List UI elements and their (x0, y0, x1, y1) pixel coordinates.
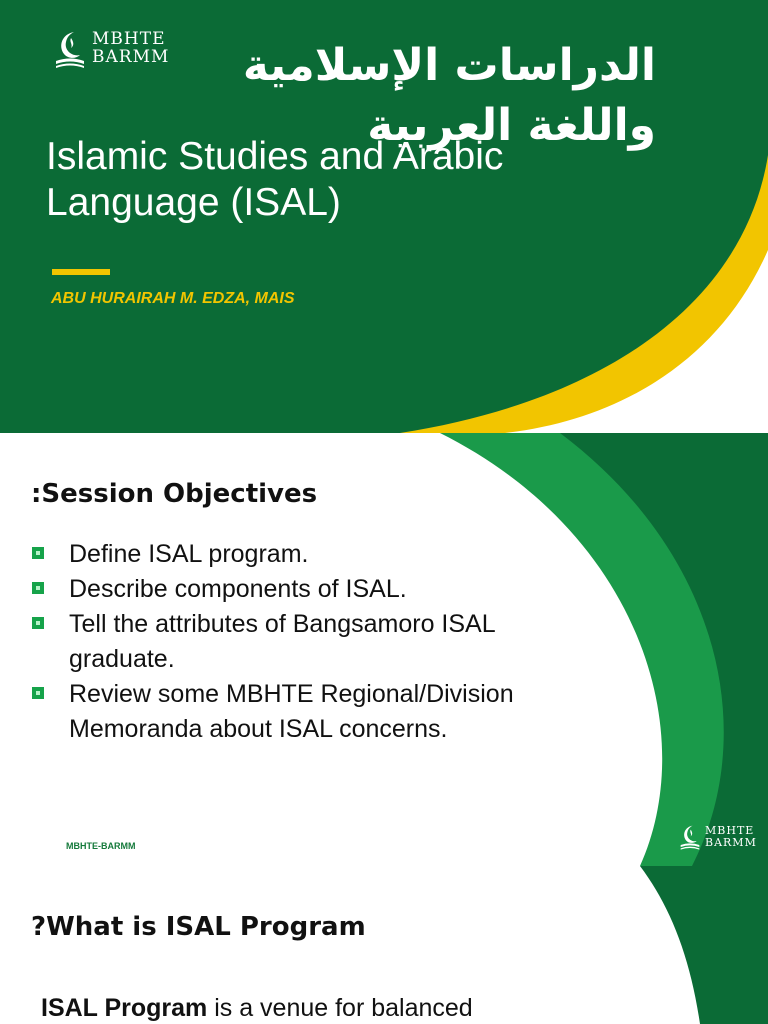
objectives-heading: :Session Objectives (31, 479, 318, 509)
list-item: Describe components of ISAL. (32, 572, 592, 607)
objectives-slide (0, 433, 768, 866)
accent-divider (52, 269, 110, 275)
logo-text: MBHTE BARMM (705, 824, 757, 849)
square-bullet-icon (32, 582, 44, 594)
square-bullet-icon (32, 617, 44, 629)
list-item: Define ISAL program. (32, 537, 592, 572)
slide-title: Islamic Studies and Arabic Language (ISAL) (46, 135, 504, 224)
list-item: Review some MBHTE Regional/Division Memoranda about ISAL concerns. (32, 677, 544, 747)
isal-program-slide (0, 866, 768, 1024)
crescent-book-logo-icon (678, 823, 702, 851)
square-bullet-icon (32, 687, 44, 699)
list-item: Tell the attributes of Bangsamoro ISAL graduate. (32, 607, 559, 677)
footer-label: MBHTE-BARMM (66, 841, 136, 851)
title-slide (0, 0, 768, 433)
objectives-list (32, 537, 592, 747)
mbhte-logo-small (678, 823, 757, 851)
dark-green-arc (640, 866, 768, 1024)
isal-heading: ?What is ISAL Program (31, 912, 366, 942)
isal-definition: ISAL Program is a venue for balanced (41, 994, 473, 1022)
arabic-title: الدراسات الإسلامية واللغة العربية (242, 40, 656, 151)
author-name: ABU HURAIRAH M. EDZA, MAIS (51, 290, 295, 307)
logo-text: MBHTE BARMM (92, 29, 170, 67)
square-bullet-icon (32, 547, 44, 559)
